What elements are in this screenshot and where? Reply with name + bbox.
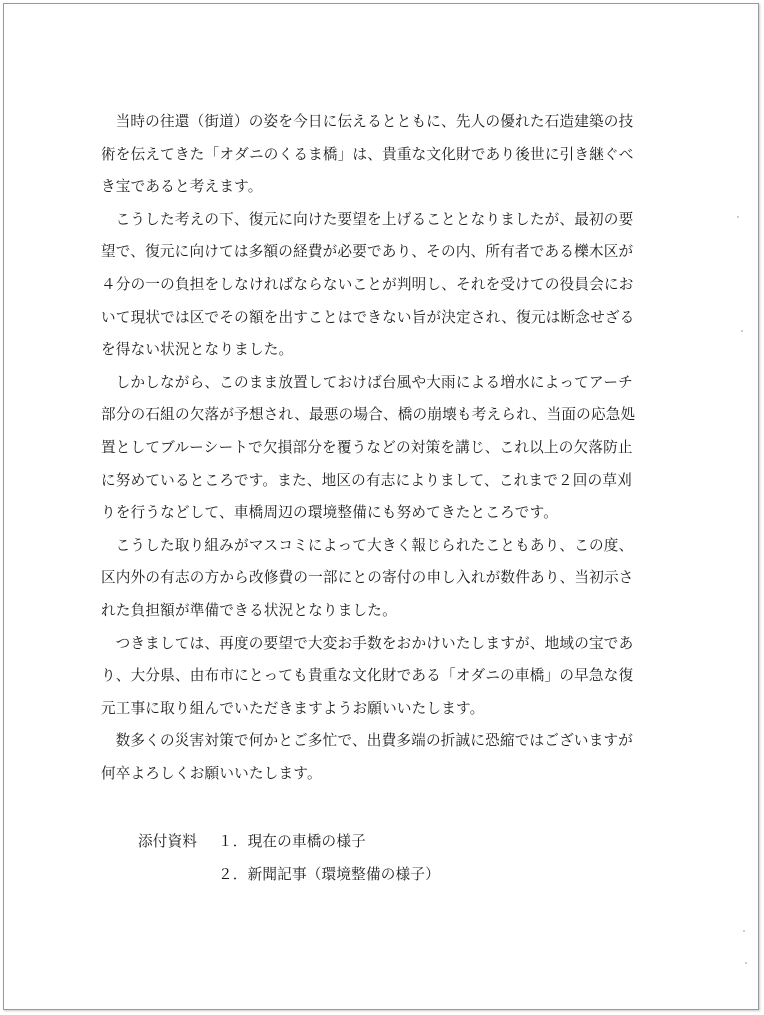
paragraph-5: [101, 628, 676, 726]
text-line: 区内外の有志の方から改修費の一部にとの寄付の申し入れが数件あり、当初示さ: [101, 569, 634, 587]
attachment-row: [138, 826, 440, 859]
paragraph-1: [101, 106, 676, 204]
text-line: 当時の往還（街道）の姿を今日に伝えるとともに、先人の優れた石造建築の技: [115, 113, 634, 130]
scan-speck: [743, 930, 745, 932]
text-line: ４分の一の負担をしなければならないことが判明し、それを受けての役員会にお: [101, 275, 634, 293]
paragraph-4: [101, 530, 676, 628]
text-line: れた負担額が準備できる状況となりました。: [101, 601, 397, 619]
text-line: き宝であると考えます。: [101, 178, 263, 196]
attachments-label: 添付資料: [138, 833, 198, 850]
text-line: 部分の石組の欠落が予想され、最悪の場合、橋の崩壊も考えられ、当面の応急処: [101, 406, 636, 424]
attachment-item: １．現在の車橋の様子: [218, 833, 366, 850]
text-line: 置としてブルーシートで欠損部分を覆うなどの対策を講じ、これ以上の欠落防止: [101, 438, 633, 456]
text-line: 何卒よろしくお願いいたします。: [101, 764, 322, 782]
attachment-row: [138, 859, 440, 892]
text-line: つきましては、再度の要望で大変お手数をおかけいたしますが、地域の宝であ: [115, 634, 634, 652]
paragraph-3: [101, 367, 676, 530]
text-line: 術を伝えてきた「オダニのくるま橋」は、貴重な文化財であり後世に引き継ぐべ: [101, 145, 634, 163]
text-line: 望で、復元に向けては多額の経費が必要であり、その内、所有者である櫟木区が: [101, 243, 634, 261]
text-line: り、大分県、由布市にとっても貴重な文化財である「オダニの車橋」の早急な復: [101, 667, 634, 685]
text-line: 元工事に取り組んでいただきますようお願いいたします。: [101, 699, 485, 717]
attachments-section: [138, 826, 440, 891]
paragraph-6: [101, 725, 676, 790]
document-page: [3, 3, 759, 1010]
paragraph-2: [101, 204, 676, 367]
text-line: こうした考えの下、復元に向けた要望を上げることとなりましたが、最初の要: [115, 210, 634, 228]
text-line: に努めているところです。また、地区の有志によりまして、これまで２回の草刈: [101, 471, 632, 489]
text-line: いて現状では区でその額を出すことはできない旨が決定され、復元は断念せざる: [101, 308, 635, 326]
text-line: を得ない状況となりました。: [101, 341, 294, 359]
attachments-label-spacer: [138, 859, 218, 892]
text-line: 数多くの災害対策で何かとご多忙で、出費多端の折誠に恐縮ではございますが: [115, 732, 634, 750]
document-body: [101, 106, 676, 790]
scan-speck: [741, 330, 743, 332]
scan-speck: [745, 962, 747, 964]
text-line: りを行うなどして、車橋周辺の環境整備にも努めてきたところです。: [101, 504, 559, 522]
attachment-item: ２．新聞記事（環境整備の様子）: [218, 865, 440, 883]
text-line: しかしながら、このまま放置しておけば台風や大雨による増水によってアーチ: [115, 373, 633, 391]
scan-speck: [737, 216, 739, 218]
text-line: こうした取り組みがマスコミによって大きく報じられたこともあり、この度、: [115, 536, 634, 554]
